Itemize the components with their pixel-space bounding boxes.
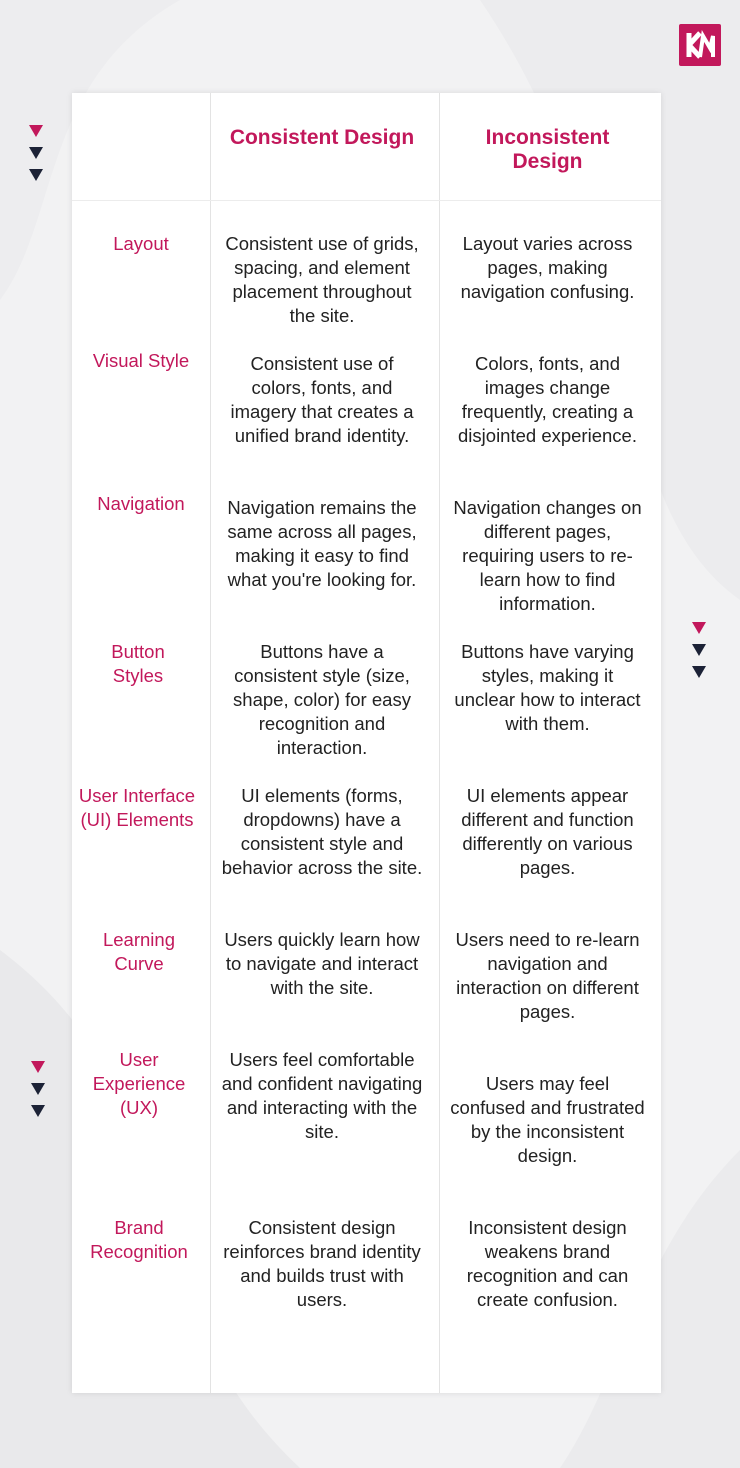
header-consistent-design: Consistent Design xyxy=(229,126,415,149)
inconsistent-cell: Layout varies across pages, making navigation confusing. xyxy=(460,233,635,302)
comparison-table xyxy=(72,93,661,1393)
row-label-learning-curve: Learning Curve xyxy=(102,929,175,974)
column-divider xyxy=(210,93,211,1393)
column-divider xyxy=(439,93,440,1393)
row-label-user-experience: User Experience (UX) xyxy=(92,1049,186,1118)
triangle-down-icon xyxy=(31,1061,45,1073)
triangle-down-icon xyxy=(31,1083,45,1095)
triangle-down-icon xyxy=(29,169,43,181)
row-label-ui-elements: User Interface (UI) Elements xyxy=(78,785,196,830)
arrow-decoration-bottom-left xyxy=(29,1061,47,1127)
consistent-cell: Consistent design reinforces brand identity and builds trust with users. xyxy=(223,1217,421,1310)
arrow-decoration-right xyxy=(690,622,708,688)
inconsistent-cell: Inconsistent design weakens brand recognition and can create confusion. xyxy=(466,1217,629,1310)
triangle-down-icon xyxy=(31,1105,45,1117)
triangle-down-icon xyxy=(29,125,43,137)
consistent-cell: Consistent use of grids, spacing, and element placement throughout the site. xyxy=(225,233,419,326)
inconsistent-cell: Colors, fonts, and images change frequently, creating a disjointed experience. xyxy=(458,353,637,446)
inconsistent-cell: Navigation changes on different pages, requiring users to re-learn how to find information. xyxy=(453,497,642,614)
row-label-visual-style: Visual Style xyxy=(92,350,190,371)
consistent-cell: Users feel comfortable and confident navigating and interacting with the site. xyxy=(221,1049,423,1142)
consistent-cell: Navigation remains the same across all pages, making it easy to find what you're looking for. xyxy=(227,497,417,590)
inconsistent-cell: UI elements appear different and function differently on various pages. xyxy=(461,785,634,878)
km-logo xyxy=(679,24,721,66)
row-label-button-styles: Button Styles xyxy=(111,641,165,686)
row-label-navigation: Navigation xyxy=(97,493,185,514)
triangle-down-icon xyxy=(29,147,43,159)
consistent-cell: Buttons have a consistent style (size, shape, color) for easy recognition and interaction. xyxy=(233,641,411,758)
inconsistent-cell: Buttons have varying styles, making it unclear how to interact with them. xyxy=(454,641,641,734)
row-label-brand-recognition: Brand Recognition xyxy=(90,1217,188,1262)
row-label-layout: Layout xyxy=(113,233,169,254)
triangle-down-icon xyxy=(692,666,706,678)
triangle-down-icon xyxy=(692,644,706,656)
header-divider xyxy=(72,200,661,201)
consistent-cell: UI elements (forms, dropdowns) have a consistent style and behavior across the site. xyxy=(221,785,423,878)
header-inconsistent-design: Inconsistent Design xyxy=(485,126,610,173)
triangle-down-icon xyxy=(692,622,706,634)
consistent-cell: Users quickly learn how to navigate and interact with the site. xyxy=(224,929,420,998)
arrow-decoration-top-left xyxy=(27,125,45,191)
consistent-cell: Consistent use of colors, fonts, and imagery that creates a unified brand identity. xyxy=(230,353,414,446)
inconsistent-cell: Users need to re-learn navigation and interaction on different pages. xyxy=(455,929,640,1022)
inconsistent-cell: Users may feel confused and frustrated by the inconsistent design. xyxy=(450,1073,645,1166)
